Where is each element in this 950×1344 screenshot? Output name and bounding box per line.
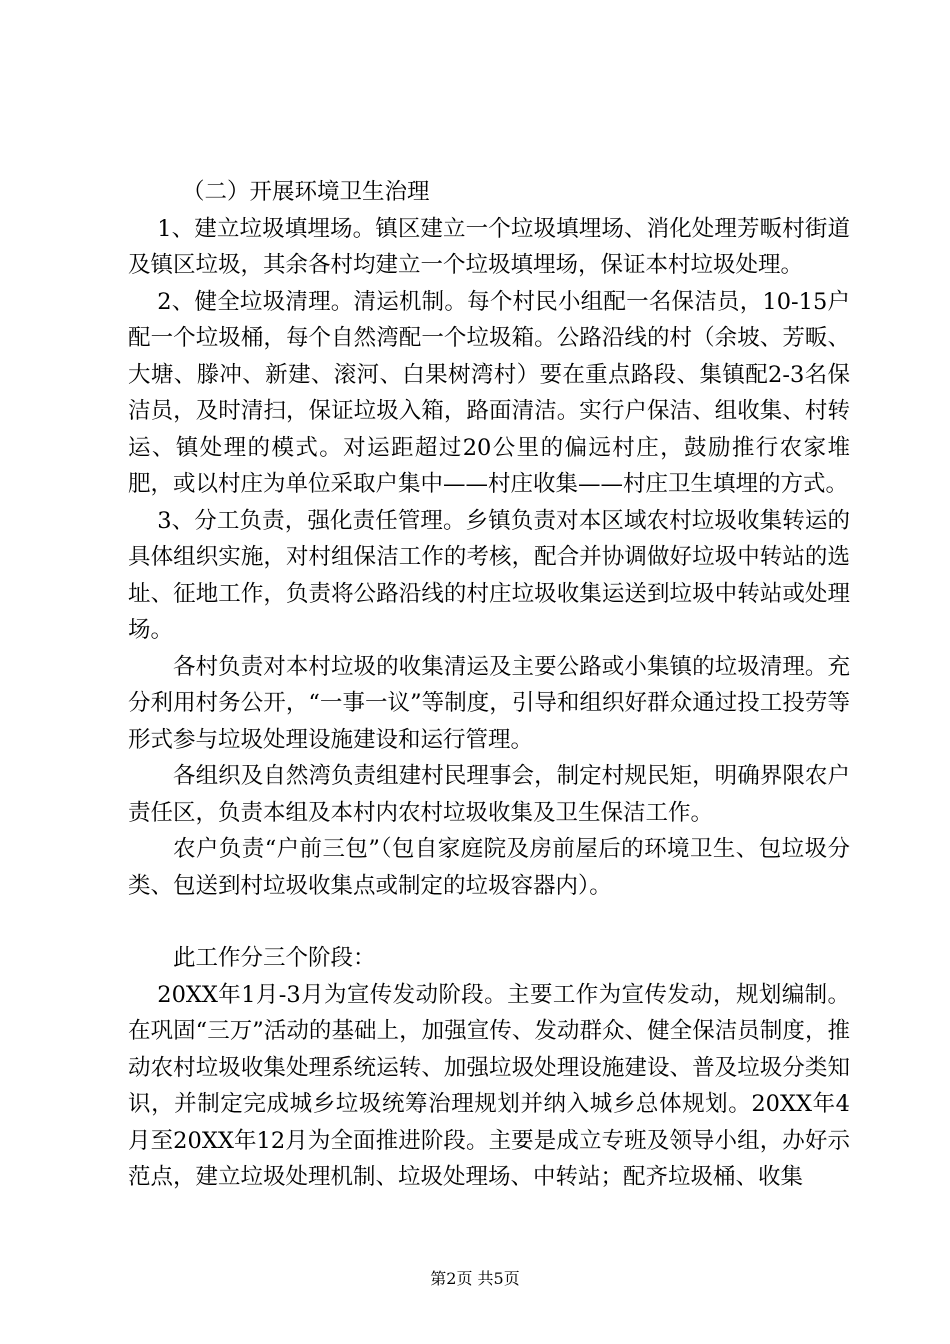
- paragraph-landfill: 1、建立垃圾填埋场。镇区建立一个垃圾填埋场、消化处理芳畈村街道及镇区垃圾，其余各村均建立一个垃圾填埋场，保证本村垃圾处理。: [128, 215, 850, 278]
- paragraph-responsibility: 3、分工负责，强化责任管理。乡镇负责对本区域农村垃圾收集转运的具体组织实施，对村组保洁工作的考核，配合并协调做好垃圾中转站的选址、征地工作，负责将公路沿线的村庄垃圾收集运送到垃圾中转站或处理场。: [128, 507, 850, 643]
- paragraph-gap: [128, 904, 850, 940]
- paragraph-cleanup: 2、健全垃圾清理。清运机制。每个村民小组配一名保洁员，10-15户配一个垃圾桶，每个自然湾配一个垃圾箱。公路沿线的村（余坡、芳畈、大塘、滕冲、新建、滚河、白果树湾村）要在重点路段、集镇配2-3名保洁员，及时清扫，保证垃圾入箱，路面清洁。实行户保洁、组收集、村转运、镇处理的模式。对运距超过20公里的偏远村庄，鼓励推行农家堆肥，或以村庄为单位采取户集中——村庄收集——村庄卫生填埋的方式。: [128, 288, 850, 497]
- page-footer: 第2页 共5页: [430, 1269, 520, 1288]
- section-heading: （二）开展环境卫生治理: [182, 179, 430, 205]
- paragraph-stages-detail: 20XX年1月-3月为宣传发动阶段。主要工作为宣传发动，规划编制。在巩固“三万”活动的基础上，加强宣传、发动群众、健全保洁员制度，推动农村垃圾收集处理系统运转、加强垃圾处理设施建设、普及垃圾分类知识，并制定完成城乡垃圾统筹治理规划并纳入城乡总体规划。20XX年4月至20XX年12月为全面推进阶段。主要是成立专班及领导小组，办好示范点，建立垃圾处理机制、垃圾处理场、中转站；配齐垃圾桶、收集: [128, 981, 850, 1190]
- paragraph-household-duty: 农户负责“户前三包”（包自家庭院及房前屋后的环境卫生、包垃圾分类、包送到村垃圾收集点或制定的垃圾容器内）。: [128, 836, 850, 899]
- paragraph-stages-intro: 此工作分三个阶段：: [173, 945, 376, 971]
- paragraph-village-duty: 各村负责对本村垃圾的收集清运及主要公路或小集镇的垃圾清理。充分利用村务公开，“一事一议”等制度，引导和组织好群众通过投工投劳等形式参与垃圾处理设施建设和运行管理。: [128, 653, 850, 753]
- document-body: [128, 174, 850, 1196]
- paragraph-group-duty: 各组织及自然湾负责组建村民理事会，制定村规民矩，明确界限农户责任区，负责本组及本村内农村垃圾收集及卫生保洁工作。: [128, 763, 850, 826]
